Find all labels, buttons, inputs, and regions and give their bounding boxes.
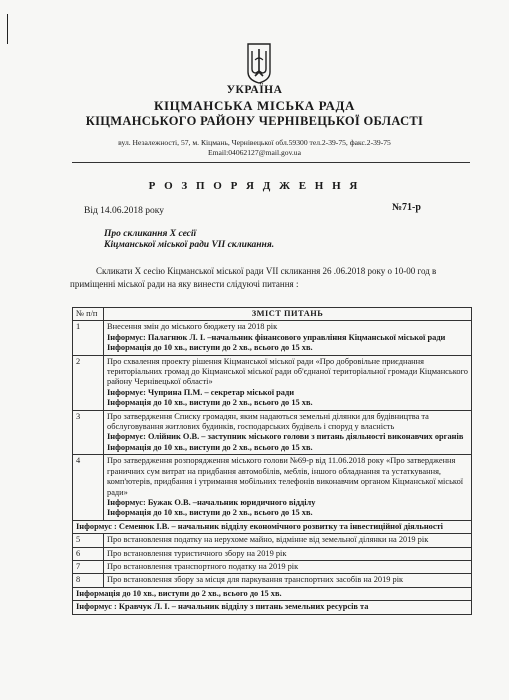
row-content: [104, 321, 472, 355]
header-divider: [72, 162, 470, 163]
document-type-title: Р О З П О Р Я Д Ж Е Н Н Я: [148, 180, 361, 192]
item-informs: Інформус: Бужак О.В. –начальник юридичного відділу: [107, 497, 316, 507]
last-inform: Інформус : Кравчук Л. І. – начальник відділу з питань земельних ресурсів та: [73, 601, 472, 614]
row-number: 1: [73, 321, 104, 355]
row-content: [104, 410, 472, 455]
intro-paragraph: Скликати Х сесію Кіцманської міської ради VII скликання 26 .06.2018 року о 10-00 год в приміщенні міської ради на яку винести слідуючі питання :: [70, 266, 437, 289]
item-text: Про схвалення проекту рішення Кіцманської міської ради «Про добровільне приєднання територіальних громад до Кіцманської міської ради об'єднаної територіальної громади Кіцманського району Чернівецької області»: [107, 356, 468, 387]
column-header-content: ЗМІСТ ПИТАНЬ: [104, 308, 472, 321]
item-text: Про встановлення транспортного податку на 2019 рік: [104, 560, 472, 573]
subject-line-1: Про скликання Х сесії: [104, 229, 197, 239]
item-text: Про встановлення туристичного збору на 2019 рік: [104, 547, 472, 560]
row-number: 7: [73, 560, 104, 573]
table-header-row: [73, 308, 472, 321]
district-name: КІЦМАНСЬКОГО РАЙОНУ ЧЕРНІВЕЦЬКОЇ ОБЛАСТІ: [85, 114, 424, 128]
agenda-table: [72, 307, 472, 615]
group-time: Інформація до 10 хв., виступи до 2 хв., всього до 15 хв.: [73, 587, 472, 600]
email-line: Email:04062127@mail.gov.ua: [208, 148, 301, 157]
group-time-row: [73, 587, 472, 600]
row-number: 6: [73, 547, 104, 560]
table-row: [73, 410, 472, 455]
table-row: [73, 574, 472, 587]
row-content: [104, 455, 472, 520]
last-inform-row: [73, 601, 472, 614]
document-date: Від 14.06.2018 року: [84, 206, 165, 216]
table-row: [73, 560, 472, 573]
country-name: УКРАЇНА: [226, 84, 283, 96]
document-number: №71-р: [392, 202, 421, 213]
item-time: Інформація до 10 хв., виступи до 2 хв., всього до 15 хв.: [107, 343, 313, 353]
margin-pen-mark: [7, 14, 8, 44]
item-informs: Інформус: Палагнюк Л. І. –начальник фінансового управління Кіцманської міської ради: [107, 332, 446, 342]
item-text: Про затвердження розпорядження міського голови №69-р від 11.06.2018 року «Про затвердження граничних сум витрат на придбання автомобілів, меблів, іншого обладнання та устаткування, комп'ютерів, придбання і утримання мобільних телефонів виконавчим органом Кіцманської міської ради»: [107, 456, 464, 497]
item-text: Про встановлення збору за місця для паркування транспортних засобів на 2019 рік: [104, 574, 472, 587]
table-row: [73, 547, 472, 560]
table-row: [73, 455, 472, 520]
row-content: [104, 355, 472, 410]
row-number: 4: [73, 455, 104, 520]
row-number: 8: [73, 574, 104, 587]
column-header-number: № п/п: [73, 308, 104, 321]
item-informs: Інформує: Чуприна П.М. – секретар міської ради: [107, 387, 295, 397]
group-inform: Інформус : Семенюк І.В. – начальник відділу економічного розвитку та інвестиційної діяльності: [73, 520, 472, 533]
table-row: [73, 534, 472, 547]
trident-emblem-icon: [245, 42, 273, 84]
subject-line-2: Кіцманської міської ради VII скликання.: [104, 240, 275, 250]
row-number: 3: [73, 410, 104, 455]
item-time: Інформація до 10 хв., виступи до 2 хв., всього до 15 хв.: [107, 442, 313, 452]
address-line: вул. Незалежності, 57, м. Кіцмань, Чернівецької обл.59300 тел.2-39-75, факс.2-39-75: [118, 138, 391, 147]
item-time: Інформація до 10 хв., виступи до 2 хв., всього до 15 хв.: [107, 508, 313, 518]
table-row: [73, 355, 472, 410]
item-time: Інформація до 10 хв., виступи до 2 хв., всього до 15 хв.: [107, 398, 313, 408]
item-text: Про затвердження Списку громадян, яким надаються земельні ділянки для будівництва та обслуговування житлових будинків, господарських будівель і споруд у власність: [107, 411, 429, 432]
row-number: 2: [73, 355, 104, 410]
item-text: Внесення змін до міського бюджету на 2018 рік: [107, 322, 278, 332]
group-inform-row: [73, 520, 472, 533]
item-text: Про встановлення податку на нерухоме майно, відмінне від земельної ділянки на 2019 рік: [104, 534, 472, 547]
row-number: 5: [73, 534, 104, 547]
table-row: [73, 321, 472, 355]
item-informs: Інформує: Олійник О.В. – заступник міського голови з питань діяльності виконавчих органів: [107, 432, 464, 442]
council-name: КІЦМАНСЬКА МІСЬКА РАДА: [154, 98, 355, 113]
